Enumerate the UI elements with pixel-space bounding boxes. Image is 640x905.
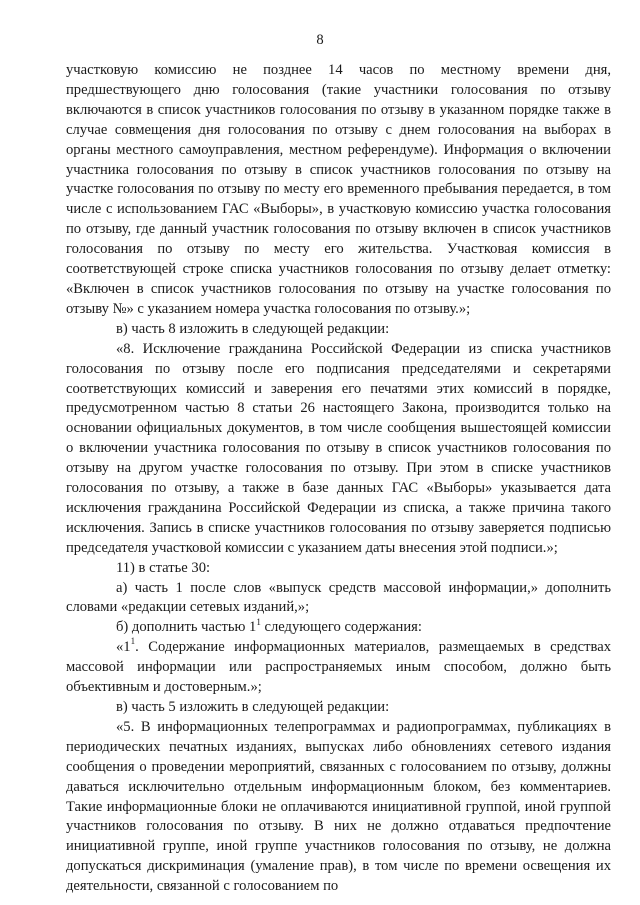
paragraph-part-8-text: «8. Исключение гражданина Российской Федерации из списка участников голосования по отзыву после его подписания председателями и секретарями соответствующих комиссий и заверения его печатями этих комиссий в порядке, предусмотренном частью 8 статьи 26 настоящего Закона, производится только на основании официальных документов, в том числе сообщения вышестоящей комиссии о включении участника голосования по отзыву в список участников голосования по отзыву на другом участке голосования по отзыву. При этом в списке участников голосования по отзыву, а также в базе данных ГАС «Выборы» указывается дата исключения гражданина Российской Федерации из списка, а также причина такого исключения. Запись в списке участников голосования по отзыву заверяется подписью председателя участковой комиссии с указанием даты внесения этой подписи.»; <box>66 340 611 556</box>
paragraph-item-v-part-8: в) часть 8 изложить в следующей редакции: <box>116 320 390 337</box>
paragraph-item-b-part-1-1: б) дополнить частью $1^1$ следующего содержания: <box>116 616 422 636</box>
paragraph-part-5-text: «5. В информационных телепрограммах и радиопрограммах, публикациях в периодических печатных изданиях, выпусках либо обновлениях сетевого издания сообщения о проведении мероприятий, связанных с голосованием по отзыву, должны даваться исключительно отдельным информационным блоком, без комментариев. Такие информационные блоки не оплачиваются инициативной группой, иной группой участников голосования по отзыву. В них не должно отдаваться предпочтение инициативной группе, иной группе участников голосования по отзыву, не должна допускаться дискриминация (умаление прав), в том числе по времени освещения их деятельности, связанной с голосованием по <box>66 718 611 895</box>
paragraph-continuation: участковую комиссию не позднее 14 часов по местному времени дня, предшествующего дню голосования (такие участники голосования по отзыву включаются в список участников голосования по отзыву в указанном порядке также в случае совмещения дня голосования по отзыву с днем голосования на выборах в органы местного самоуправления, местном референдуме). Информация о включении участника голосования по отзыву в список участников голосования по отзыву на участке голосования по отзыву по месту его временного пребывания передается, в том числе с использованием ГАС «Выборы», в участковую комиссию участка голосования по отзыву, где данный участник голосования по отзыву включен в список участников голосования по отзыву по месту его жительства. Участковая комиссия в соответствующей строке списка участников голосования по отзыву делает отметку: «Включен в список участников голосования по отзыву на участке голосования по отзыву №» с указанием номера участка голосования по отзыву.»; <box>66 62 611 317</box>
superscript: 1 <box>130 636 136 647</box>
superscript: 1 <box>256 616 261 627</box>
paragraph-item-v-part-5: в) часть 5 изложить в следующей редакции: <box>116 699 390 715</box>
paragraph-item-11: 11) в статье 30: <box>116 559 211 576</box>
document-body <box>66 61 611 897</box>
paragraph-part-1-1-text: «$1^1$. Содержание информационных материалов, размещаемых в средствах массовой информации или распространяемых иным способом, должно быть объективным и достоверным.»; <box>66 636 611 696</box>
paragraph-item-a-part-1: а) часть 1 после слов «выпуск средств массовой информации,» дополнить словами «редакции сетевых изданий,»; <box>66 579 611 616</box>
page-number: 8 <box>316 32 324 48</box>
